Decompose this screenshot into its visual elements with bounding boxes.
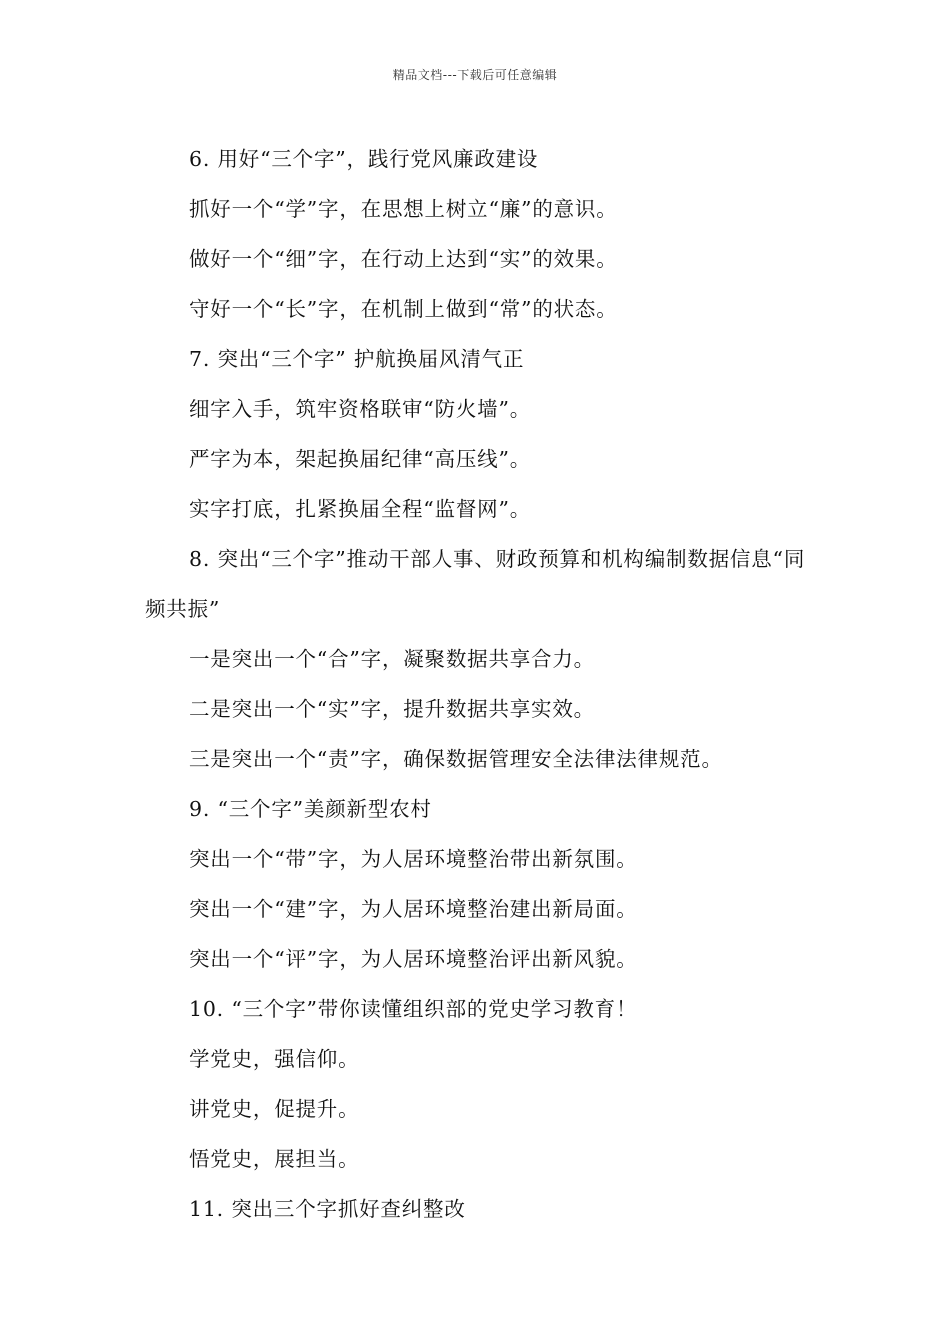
document-body (145, 134, 825, 1234)
paragraph: 学党史，强信仰。 (189, 1047, 360, 1071)
paragraph: 三是突出一个“责”字，确保数据管理安全法律法律规范。 (189, 747, 723, 771)
paragraph: 悟党史，展担当。 (189, 1147, 360, 1171)
paragraph: 做好一个“细”字，在行动上达到“实”的效果。 (189, 247, 618, 271)
paragraph: 细字入手，筑牢资格联审“防火墙”。 (189, 397, 532, 421)
page-header: 精品文档---下载后可任意编辑 (392, 68, 558, 82)
heading-item-10: 10. “三个字”带你读懂组织部的党史学习教育！ (189, 997, 638, 1021)
paragraph: 抓好一个“学”字，在思想上树立“廉”的意识。 (189, 197, 618, 221)
heading-item-6: 6. 用好“三个字”，践行党风廉政建设 (189, 147, 539, 171)
heading-item-11: 11. 突出三个字抓好查纠整改 (189, 1197, 466, 1221)
heading-item-7: 7. 突出“三个字” 护航换届风清气正 (189, 347, 525, 371)
paragraph: 严字为本，架起换届纪律“高压线”。 (189, 447, 532, 471)
paragraph: 讲党史，促提升。 (189, 1097, 360, 1121)
paragraph: 二是突出一个“实”字，提升数据共享实效。 (189, 697, 595, 721)
paragraph: 实字打底，扎紧换届全程“监督网”。 (189, 497, 532, 521)
paragraph: 突出一个“带”字，为人居环境整治带出新氛围。 (189, 847, 638, 871)
paragraph: 突出一个“建”字，为人居环境整治建出新局面。 (189, 897, 638, 921)
paragraph: 突出一个“评”字，为人居环境整治评出新风貌。 (189, 947, 638, 971)
paragraph: 一是突出一个“合”字，凝聚数据共享合力。 (189, 647, 595, 671)
heading-item-9: 9. “三个字”美颜新型农村 (189, 797, 432, 821)
paragraph: 守好一个“长”字，在机制上做到“常”的状态。 (189, 297, 618, 321)
heading-item-8: 8. 突出“三个字”推动干部人事、财政预算和机构编制数据信息“同频共振” (145, 547, 806, 621)
